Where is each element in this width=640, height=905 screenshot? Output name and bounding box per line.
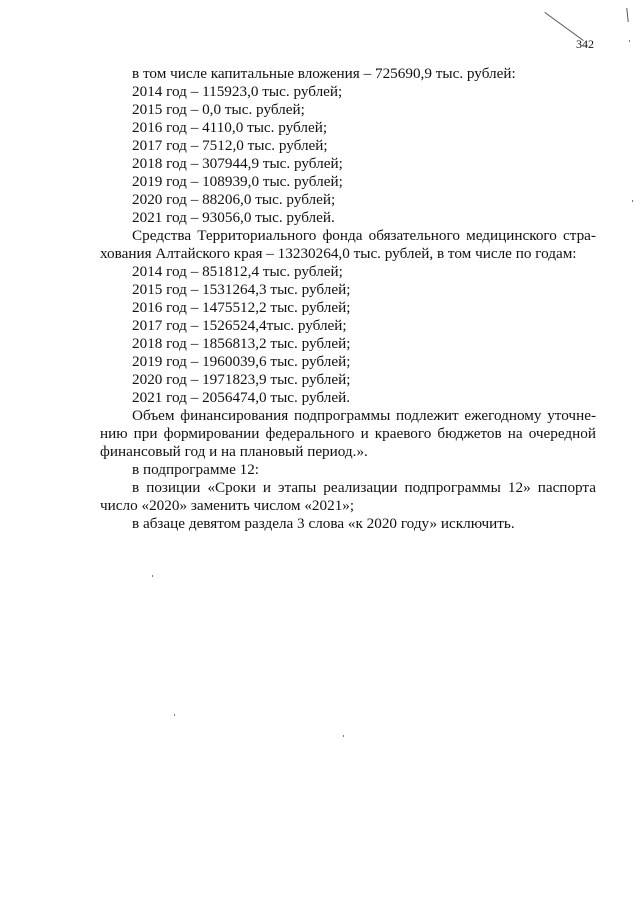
year-line: 2020 год – 88206,0 тыс. рублей; <box>132 191 336 208</box>
scan-mark <box>626 8 628 22</box>
volume-paragraph-line-3: финансовый год и на плановый период.». <box>100 443 368 460</box>
tfoms-paragraph-line-1: Средства Территориального фонда обязательного медицинского стра- <box>132 227 596 244</box>
scan-dot <box>174 714 175 716</box>
tfoms-year-line: 2019 год – 1960039,6 тыс. рублей; <box>132 353 351 370</box>
tfoms-year-line: 2020 год – 1971823,9 тыс. рублей; <box>132 371 351 388</box>
tfoms-year-line: 2015 год – 1531264,3 тыс. рублей; <box>132 281 351 298</box>
year-line: 2019 год – 108939,0 тыс. рублей; <box>132 173 343 190</box>
year-line: 2021 год – 93056,0 тыс. рублей. <box>132 209 335 226</box>
year-line: 2017 год – 7512,0 тыс. рублей; <box>132 137 328 154</box>
page-number: 342 <box>576 37 594 51</box>
scan-dot <box>629 40 630 42</box>
position-paragraph-line-2: число «2020» заменить числом «2021»; <box>100 497 355 514</box>
tfoms-year-line: 2016 год – 1475512,2 тыс. рублей; <box>132 299 351 316</box>
year-line: 2015 год – 0,0 тыс. рублей; <box>132 101 305 118</box>
tfoms-year-line: 2021 год – 2056474,0 тыс. рублей. <box>132 389 350 406</box>
tfoms-year-line: 2014 год – 851812,4 тыс. рублей; <box>132 263 343 280</box>
scan-dot <box>632 200 633 202</box>
subprogram-heading: в подпрограмме 12: <box>132 461 260 478</box>
document-body <box>100 65 596 533</box>
final-paragraph: в абзаце девятом раздела 3 слова «к 2020 году» исключить. <box>132 515 515 532</box>
year-line: 2016 год – 4110,0 тыс. рублей; <box>132 119 328 136</box>
tfoms-year-line: 2018 год – 1856813,2 тыс. рублей; <box>132 335 351 352</box>
tfoms-paragraph-line-2: хования Алтайского края – 13230264,0 тыс. рублей, в том числе по годам: <box>100 245 577 262</box>
volume-paragraph-line-1: Объем финансирования подпрограммы подлежит ежегодному уточне- <box>132 407 596 424</box>
scan-dot <box>343 735 344 737</box>
scan-dot <box>152 575 153 577</box>
volume-paragraph-line-2: нию при формировании федерального и краевого бюджетов на очередной <box>100 425 596 442</box>
capital-investments-line: в том числе капитальные вложения – 725690,9 тыс. рублей: <box>132 65 516 82</box>
tfoms-year-line: 2017 год – 1526524,4тыс. рублей; <box>132 317 347 334</box>
year-line: 2014 год – 115923,0 тыс. рублей; <box>132 83 343 100</box>
position-paragraph-line-1: в позиции «Сроки и этапы реализации подпрограммы 12» паспорта <box>132 479 596 496</box>
year-line: 2018 год – 307944,9 тыс. рублей; <box>132 155 343 172</box>
